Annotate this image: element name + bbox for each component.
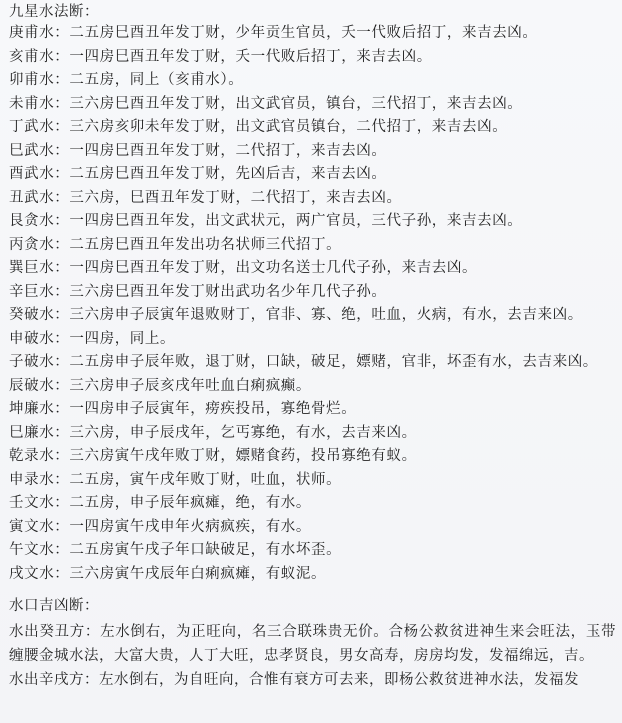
rule-name: 壬文水： [9, 495, 70, 511]
rule-name: 丑武水： [9, 189, 70, 206]
rule-name: 申录水： [9, 471, 70, 488]
rule-text: 二五房巳酉丑年发出功名状师三代招丁。 [69, 236, 342, 253]
rule-name: 卯甫水： [9, 72, 70, 88]
rule-name: 丙贪水： [9, 236, 70, 253]
rule-text: 三六房寅午戌年败丁财，嫖赌食药，投吊寡绝有蚁。 [69, 448, 417, 464]
rule-text: 二五房，同上（亥甫水）。 [69, 72, 244, 88]
rule-name: 丁武水： [9, 119, 70, 135]
rule-row [9, 257, 616, 281]
rule-row [9, 539, 616, 563]
rule-text: 二五房巳酉丑年发丁财，少年贡生官员，夭一代败后招丁，来吉去凶。 [69, 25, 538, 41]
rule-row [9, 163, 616, 187]
rule-row [9, 351, 616, 375]
rule-name: 申破水： [9, 330, 70, 347]
rule-name: 寅文水： [9, 518, 70, 535]
rule-text: 二五房，寅午戌年败丁财，吐血，状师。 [69, 471, 342, 488]
rule-row [9, 281, 616, 305]
rule-text: 三六房申子辰亥戌年吐血白痢疯癫。 [69, 377, 312, 394]
rule-text: 三六房巳酉丑年发丁财，出文武官员，镇台，三代招丁，来吉去凶。 [69, 95, 523, 112]
rule-row [9, 140, 616, 164]
rule-text: 三六房亥卯未年发丁财，出文武官员镇台，二代招丁，来吉去凶。 [69, 119, 508, 135]
rule-row [9, 22, 616, 46]
rule-text: 三六房巳酉丑年发丁财出武功名少年几代子孙。 [69, 283, 387, 300]
rule-name: 子破水： [9, 354, 70, 370]
rule-text: 一四房申子辰寅年，痨疾投吊，寡绝骨烂。 [69, 401, 357, 417]
rule-row [9, 469, 616, 493]
rule-text: 二五房巳酉丑年发丁财，先凶后吉，来吉去凶。 [69, 166, 387, 182]
rule-text: 二五房，申子辰年疯瘫，绝，有水。 [69, 495, 312, 511]
rule-row [9, 563, 616, 587]
rule-row [9, 492, 616, 516]
rule-name: 亥甫水： [9, 48, 70, 65]
rule-name: 艮贪水： [9, 213, 70, 229]
paragraph: 水出癸丑方：左水倒右，为正旺向，名三合联珠贵无价。合杨公救贫进神生来会旺法，玉带缠腰金城水法，大富大贵，人丁大旺，忠孝贤良，男女高寿，房房均发，发福绵远，吉。 [9, 624, 616, 664]
rule-text: 一四房，同上。 [69, 330, 176, 347]
rule-name: 乾录水： [9, 448, 70, 464]
rule-list [9, 22, 616, 586]
rule-row [9, 304, 616, 328]
rule-text: 三六房寅午戌辰年白痢疯瘫，有蚁泥。 [69, 565, 327, 582]
rule-text: 三六房，巳酉丑年发丁财，二代招丁，来吉去凶。 [69, 189, 402, 206]
rule-name: 午文水： [9, 542, 70, 558]
rule-row [9, 328, 616, 352]
rule-name: 巽巨水： [9, 260, 70, 276]
rule-row [9, 445, 616, 469]
rule-name: 酉武水： [9, 166, 70, 182]
rule-row [9, 69, 616, 93]
section-nine-star-water [9, 2, 616, 586]
rule-text: 一四房巳酉丑年发丁财，二代招丁，来吉去凶。 [69, 142, 387, 159]
rule-row [9, 93, 616, 117]
rule-text: 三六房申子辰寅年退败财丁，官非、寡、绝，吐血，火病，有水，去吉来凶。 [69, 307, 583, 323]
rule-text: 一四房巳酉丑年发丁财，出文功名送士几代子孙，来吉去凶。 [69, 260, 478, 276]
rule-text: 一四房巳酉丑年发丁财，夭一代败后招丁，来吉去凶。 [69, 48, 432, 65]
rule-name: 辰破水： [9, 377, 70, 394]
rule-text: 二五房申子辰年败，退丁财，口缺，破足，嫖赌，官非，坏歪有水，去吉来凶。 [69, 354, 598, 370]
section-water-outlet [9, 596, 616, 692]
section-title: 水口吉凶断： [9, 598, 99, 614]
rule-row [9, 210, 616, 234]
rule-text: 三六房，申子辰戌年，乞丐寡绝，有水，去吉来凶。 [69, 424, 417, 441]
rule-row [9, 234, 616, 258]
rule-name: 未甫水： [9, 95, 70, 112]
rule-name: 巳廉水： [9, 424, 70, 441]
rule-name: 戌文水： [9, 565, 70, 582]
paragraph: 水出辛戌方：左水倒右，为自旺向，合惟有衰方可去来，即杨公救贫进神水法，发福发 [9, 672, 579, 688]
rule-text: 一四房巳酉丑年发，出文武状元，两广官员，三代子孙，来吉去凶。 [69, 213, 523, 229]
rule-row [9, 398, 616, 422]
rule-row [9, 116, 616, 140]
rule-text: 二五房寅午戌子年口缺破足，有水坏歪。 [69, 542, 342, 558]
rule-row [9, 375, 616, 399]
section-title: 九星水法断： [9, 4, 99, 20]
rule-name: 癸破水： [9, 307, 70, 323]
rule-row [9, 187, 616, 211]
rule-row [9, 516, 616, 540]
rule-text: 一四房寅午戌申年火病疯疾，有水。 [69, 518, 312, 535]
rule-name: 辛巨水： [9, 283, 70, 300]
rule-row [9, 46, 616, 70]
paragraph-list [9, 620, 616, 692]
rule-row [9, 422, 616, 446]
rule-name: 巳武水： [9, 142, 70, 159]
rule-name: 坤廉水： [9, 401, 70, 417]
rule-name: 庚甫水： [9, 25, 70, 41]
